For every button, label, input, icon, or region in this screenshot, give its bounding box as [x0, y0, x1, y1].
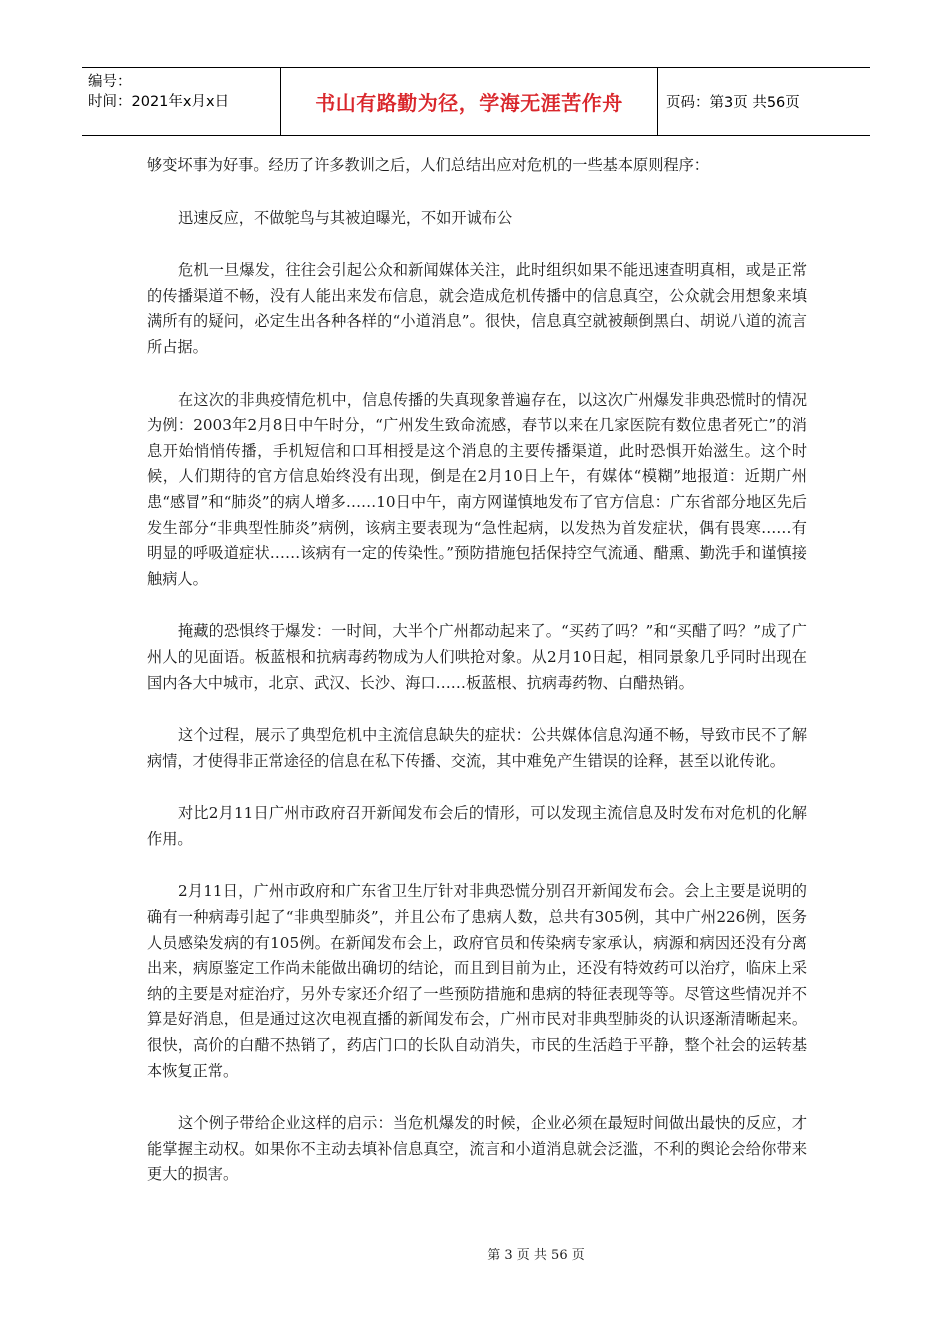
- paragraph: 迅速反应，不做鸵鸟与其被迫曝光，不如开诚布公: [178, 208, 513, 227]
- page-header: [82, 67, 870, 136]
- paragraph: 2月11日，广州市政府和广东省卫生厅针对非典恐慌分别召开新闻发布会。会上主要是说明的确有一种病毒引起了“非典型肺炎”，并且公布了患病人数，总共有305例，其中广州226例，医务人员感染发病的有105例。在新闻发布会上，政府官员和传染病专家承认，病源和病因还没有分离出来，病原鉴定工作尚未能做出确切的结论，而且到目前为止，还没有特效药可以治疗，临床上采纳的主要是对症治疗，另外专家还介绍了一些预防措施和患病的特征表现等等。尽管这些情况并不算是好消息，但是通过这次电视直播的新闻发布会，广州市民对非典型肺炎的认识逐渐清晰起来。很快，高价的白醋不热销了，药店门口的长队自动消失，市民的生活趋于平静，整个社会的运转基本恢复正常。: [147, 882, 807, 1080]
- footer-page-number: 第 3 页 共 56 页: [487, 1248, 585, 1263]
- document-body: [147, 153, 807, 1215]
- paragraph: 够变坏事为好事。经历了许多教训之后，人们总结出应对危机的一些基本原则程序：: [147, 156, 709, 174]
- paragraph: 危机一旦爆发，往往会引起公众和新闻媒体关注，此时组织如果不能迅速查明真相，或是正常的传播渠道不畅，没有人能出来发布信息，就会造成危机传播中的信息真空，公众就会用想象来填满所有的疑问，必定生出各种各样的“小道消息”。很快，信息真空就被颠倒黑白、胡说八道的流言所占据。: [147, 261, 807, 356]
- paragraph: 对比2月11日广州市政府召开新闻发布会后的情形，可以发现主流信息及时发布对危机的化解作用。: [147, 804, 807, 848]
- document-code: 编号：: [88, 74, 132, 90]
- header-meta: [82, 68, 281, 135]
- paragraph: 掩藏的恐惧终于爆发：一时间，大半个广州都动起来了。“买药了吗？”和“买醋了吗？”成了广州人的见面语。板蓝根和抗病毒药物成为人们哄抢对象。从2月10日起，相同景象几乎同时出现在国内各大中城市，北京、武汉、长沙、海口……板蓝根、抗病毒药物、白醋热销。: [147, 622, 807, 692]
- paragraph: 这个例子带给企业这样的启示：当危机爆发的时候，企业必须在最短时间做出最快的反应，才能掌握主动权。如果你不主动去填补信息真空，流言和小道消息就会泛滥，不利的舆论会给你带来更大的损害。: [147, 1114, 807, 1184]
- paragraph: 在这次的非典疫情危机中，信息传播的失真现象普遍存在，以这次广州爆发非典恐慌时的情况为例：2003年2月8日中午时分，“广州发生致命流感，春节以来在几家医院有数位患者死亡”的消息开始悄悄传播，手机短信和口耳相授是这个消息的主要传播渠道，此时恐惧开始滋生。这个时候，人们期待的官方信息始终没有出现，倒是在2月10日上午，有媒体“模糊”地报道：近期广州患“感冒”和“肺炎”的病人增多……10日中午，南方网谨慎地发布了官方信息：广东省部分地区先后发生部分“非典型性肺炎”病例，该病主要表现为“急性起病，以发热为首发症状，偶有畏寒……有明显的呼吸道症状……该病有一定的传染性。”预防措施包括保持空气流通、醋熏、勤洗手和谨慎接触病人。: [147, 390, 807, 588]
- document-date: 时间：2021年x月x日: [88, 94, 230, 110]
- paragraph: 这个过程，展示了典型危机中主流信息缺失的症状：公共媒体信息沟通不畅，导致市民不了解病情，才使得非正常途径的信息在私下传播、交流，其中难免产生错误的诠释，甚至以讹传讹。: [147, 726, 807, 770]
- header-page-info: 页码：第3页 共56页: [666, 95, 800, 111]
- header-motto: 书山有路勤为径，学海无涯苦作舟: [281, 68, 658, 135]
- page-footer: [0, 1244, 950, 1263]
